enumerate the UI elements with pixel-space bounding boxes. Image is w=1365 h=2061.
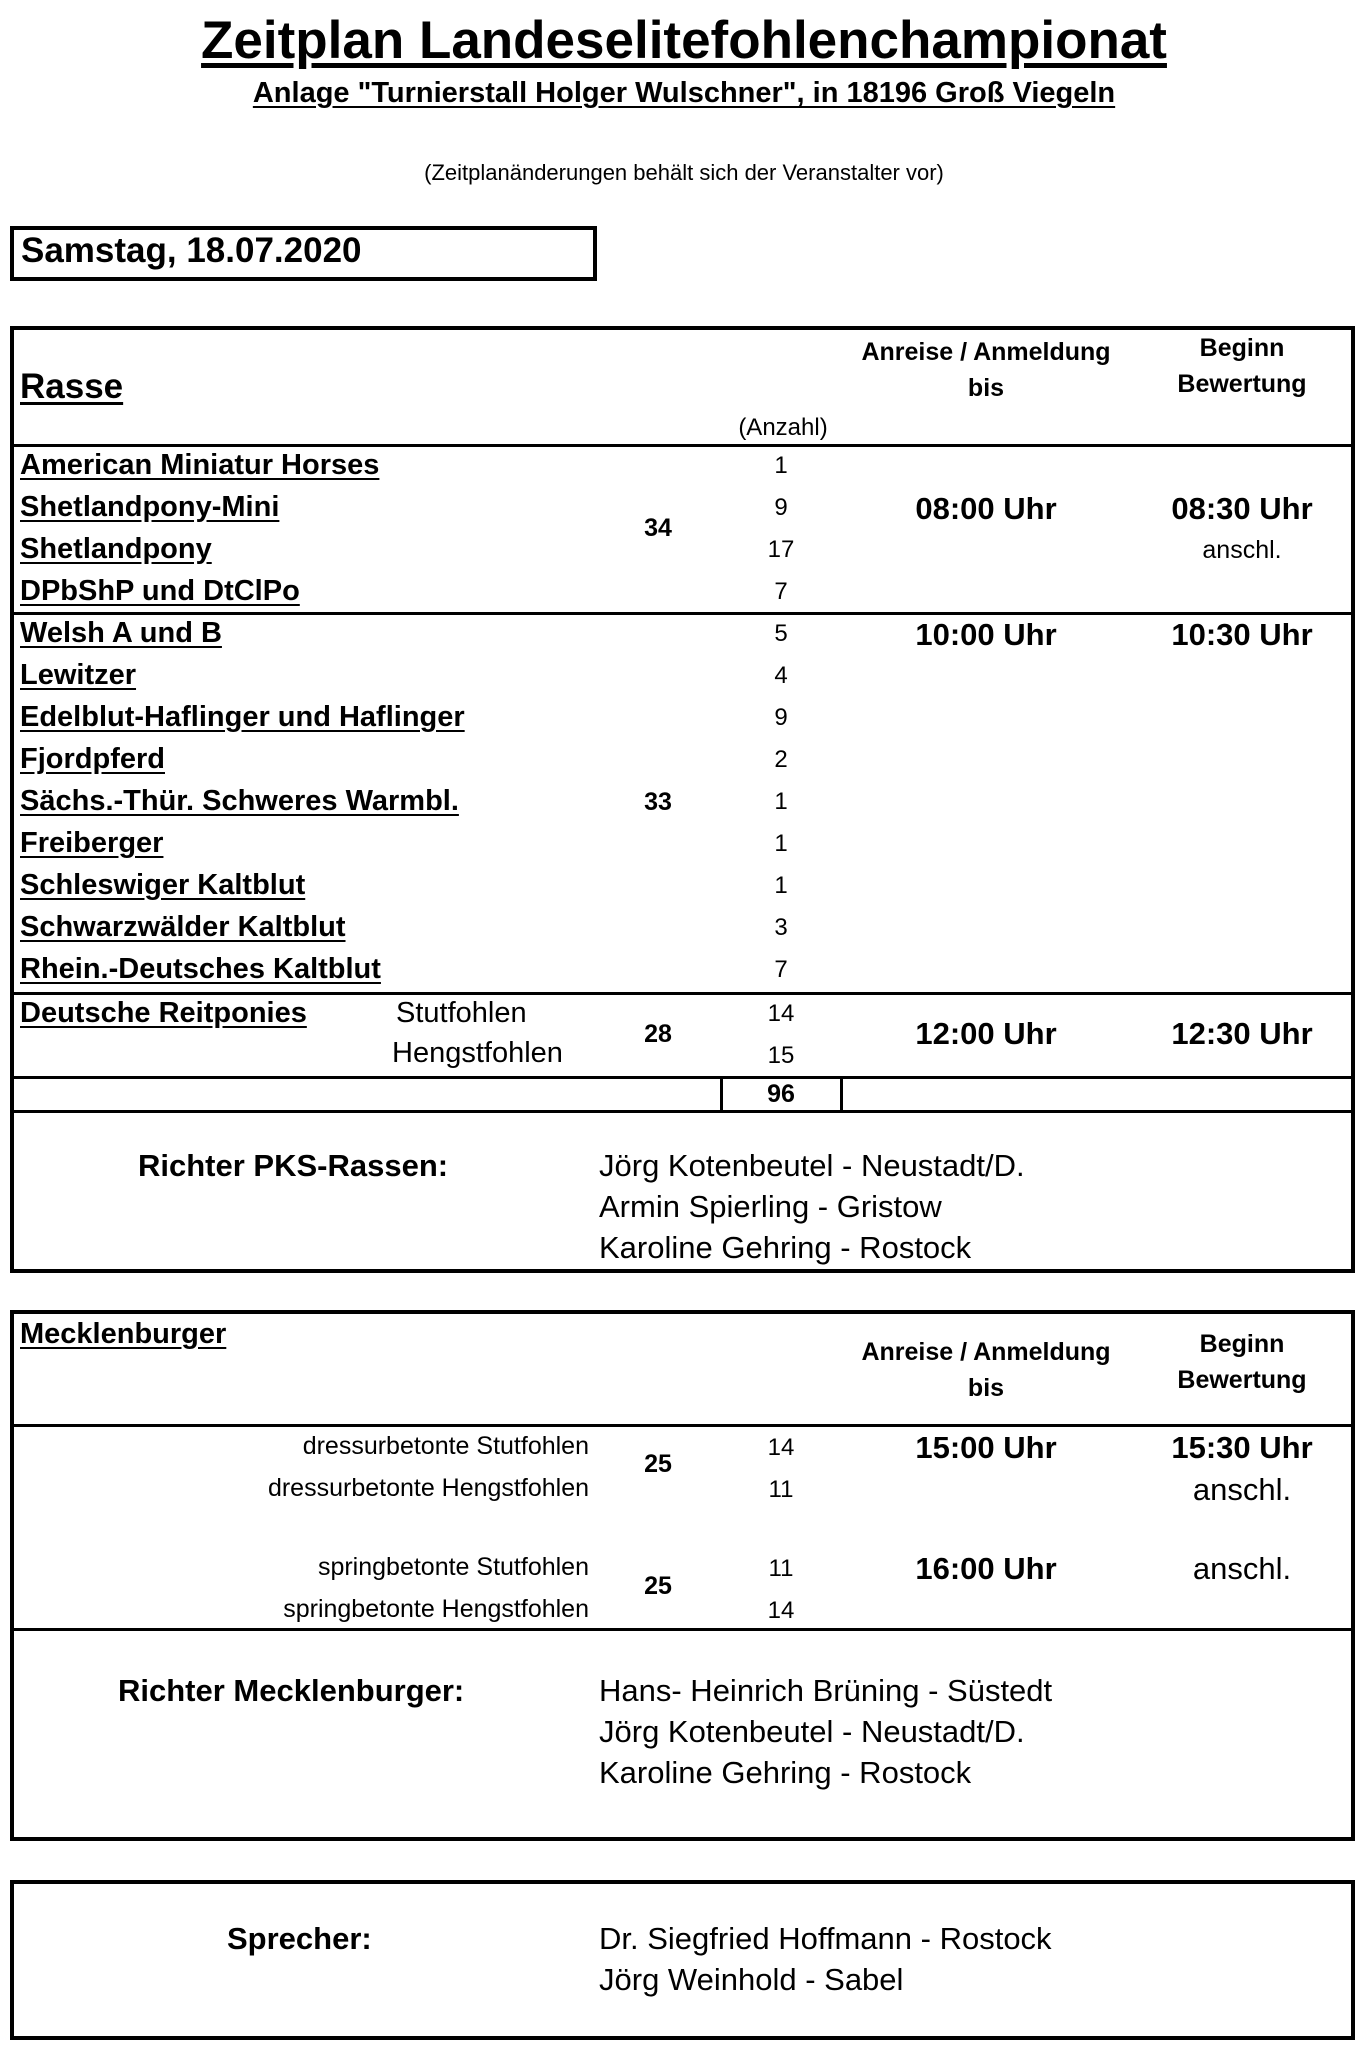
breed-name: DPbShP und DtClPo: [20, 575, 300, 607]
anreise-header-line1: Anreise / Anmeldung: [861, 338, 1111, 366]
judge-name: Armin Spierling - Gristow: [599, 1189, 942, 1224]
sub-category: Stutfohlen: [396, 997, 527, 1029]
day-label: Samstag, 18.07.2020: [21, 231, 362, 270]
foal-category: dressurbetonte Hengstfohlen: [267, 1474, 589, 1502]
group-divider-1: [14, 612, 1351, 615]
arrival-time: 15:00 Uhr: [915, 1430, 1057, 1465]
venue-subtitle: Anlage "Turnierstall Holger Wulschner", in 18196 Groß Viegeln: [252, 77, 1116, 109]
judge-name: Karoline Gehring - Rostock: [599, 1755, 972, 1790]
beginn-header: [1177, 330, 1306, 402]
foal-count: 14: [767, 1597, 795, 1624]
judge-name: Hans- Heinrich Brüning - Süstedt: [599, 1673, 1053, 1708]
start-time: 12:30 Uhr: [1171, 1016, 1313, 1051]
total-row-top: [14, 1076, 1351, 1079]
start-note: anschl.: [1202, 536, 1282, 564]
foal-category: springbetonte Stutfohlen: [317, 1553, 589, 1581]
breed-name: American Miniatur Horses: [20, 449, 380, 481]
foal-count: 14: [767, 1434, 795, 1461]
breed-count: 1: [774, 452, 788, 479]
breed-name: Freiberger: [20, 827, 164, 859]
anreise-header-line2: bis: [967, 1374, 1005, 1402]
beginn-header-line1: Beginn: [1199, 334, 1285, 362]
judges-divider: [14, 1628, 1351, 1631]
judge-name: Jörg Kotenbeutel - Neustadt/D.: [599, 1148, 1025, 1183]
breed-name: Edelblut-Haflinger und Haflinger: [20, 701, 465, 733]
beginn-header: [1177, 1326, 1306, 1398]
breed-name: Shetlandpony-Mini: [20, 491, 280, 523]
breed-name: Schleswiger Kaltblut: [20, 869, 306, 901]
breed-name: Sächs.-Thür. Schweres Warmbl.: [20, 785, 459, 817]
group-total: 34: [644, 514, 672, 542]
breed-count: 15: [767, 1042, 795, 1069]
breed-count: 4: [774, 662, 788, 689]
judge-name: Karoline Gehring - Rostock: [599, 1230, 972, 1265]
start-time: 08:30 Uhr: [1171, 491, 1313, 526]
start-note: anschl.: [1192, 1551, 1292, 1586]
breed-count: 5: [774, 620, 788, 647]
group-total: 25: [644, 1572, 672, 1600]
speaker-name: Jörg Weinhold - Sabel: [599, 1962, 904, 1997]
arrival-time: 16:00 Uhr: [915, 1551, 1057, 1586]
arrival-time: 12:00 Uhr: [915, 1016, 1057, 1051]
anreise-header-line2: bis: [967, 374, 1005, 402]
anreise-header: [861, 334, 1110, 406]
grand-total: 96: [767, 1080, 795, 1108]
breed-name: Lewitzer: [20, 659, 137, 691]
breed-count: 9: [774, 704, 788, 731]
judges-label: Richter Mecklenburger:: [118, 1673, 465, 1708]
breed-count: 7: [774, 956, 788, 983]
start-time: 10:30 Uhr: [1171, 617, 1313, 652]
beginn-header-line2: Bewertung: [1177, 370, 1307, 398]
breed-count: 1: [774, 872, 788, 899]
breed-name: Welsh A und B: [20, 617, 222, 649]
foal-category: springbetonte Hengstfohlen: [283, 1595, 589, 1623]
breed-name: Schwarzwälder Kaltblut: [20, 911, 346, 943]
anreise-header-line1: Anreise / Anmeldung: [861, 1338, 1111, 1366]
group-divider-2: [14, 992, 1351, 995]
foal-count: 11: [768, 1476, 794, 1503]
breed-count: 7: [774, 578, 788, 605]
speaker-label: Sprecher:: [227, 1921, 372, 1956]
header-divider: [14, 1424, 1351, 1427]
judge-name: Jörg Kotenbeutel - Neustadt/D.: [599, 1714, 1025, 1749]
foal-count: 11: [768, 1555, 794, 1582]
sub-category: Hengstfohlen: [392, 1037, 563, 1069]
breed-count: 3: [774, 914, 788, 941]
anreise-header: [861, 1334, 1110, 1406]
speaker-box: [10, 1880, 1355, 2040]
header-divider: [14, 444, 1351, 447]
beginn-header-line2: Bewertung: [1177, 1366, 1307, 1394]
page-title: Zeitplan Landeselitefohlenchampionat: [201, 11, 1167, 70]
breed-name: Shetlandpony: [20, 533, 212, 565]
mecklenburger-heading: Mecklenburger: [20, 1318, 227, 1350]
breed-count: 1: [774, 788, 788, 815]
group-total: 25: [644, 1450, 672, 1478]
breed-name: Deutsche Reitponies: [20, 997, 307, 1029]
rasse-heading: Rasse: [20, 367, 124, 406]
beginn-header-line1: Beginn: [1199, 1330, 1285, 1358]
arrival-time: 08:00 Uhr: [915, 491, 1057, 526]
breed-count: 9: [774, 494, 788, 521]
total-row-bottom: [14, 1110, 1351, 1113]
breed-count: 17: [767, 536, 795, 563]
breed-name: Rhein.-Deutsches Kaltblut: [20, 953, 381, 985]
anzahl-label: (Anzahl): [738, 414, 828, 441]
group-total: 33: [644, 788, 672, 816]
judges-label: Richter PKS-Rassen:: [138, 1148, 449, 1183]
group-total: 28: [644, 1020, 672, 1048]
total-cell-left: [720, 1076, 723, 1112]
speaker-name: Dr. Siegfried Hoffmann - Rostock: [599, 1921, 1052, 1956]
breed-count: 1: [774, 830, 788, 857]
start-note: anschl.: [1192, 1472, 1292, 1507]
breed-name: Fjordpferd: [20, 743, 165, 775]
total-cell-right: [840, 1076, 843, 1112]
start-time: 15:30 Uhr: [1171, 1430, 1313, 1465]
foal-category: dressurbetonte Stutfohlen: [302, 1432, 589, 1460]
arrival-time: 10:00 Uhr: [915, 617, 1057, 652]
breed-count: 2: [774, 746, 788, 773]
breed-count: 14: [767, 1000, 795, 1027]
change-note: (Zeitplanänderungen behält sich der Veranstalter vor): [424, 160, 944, 185]
